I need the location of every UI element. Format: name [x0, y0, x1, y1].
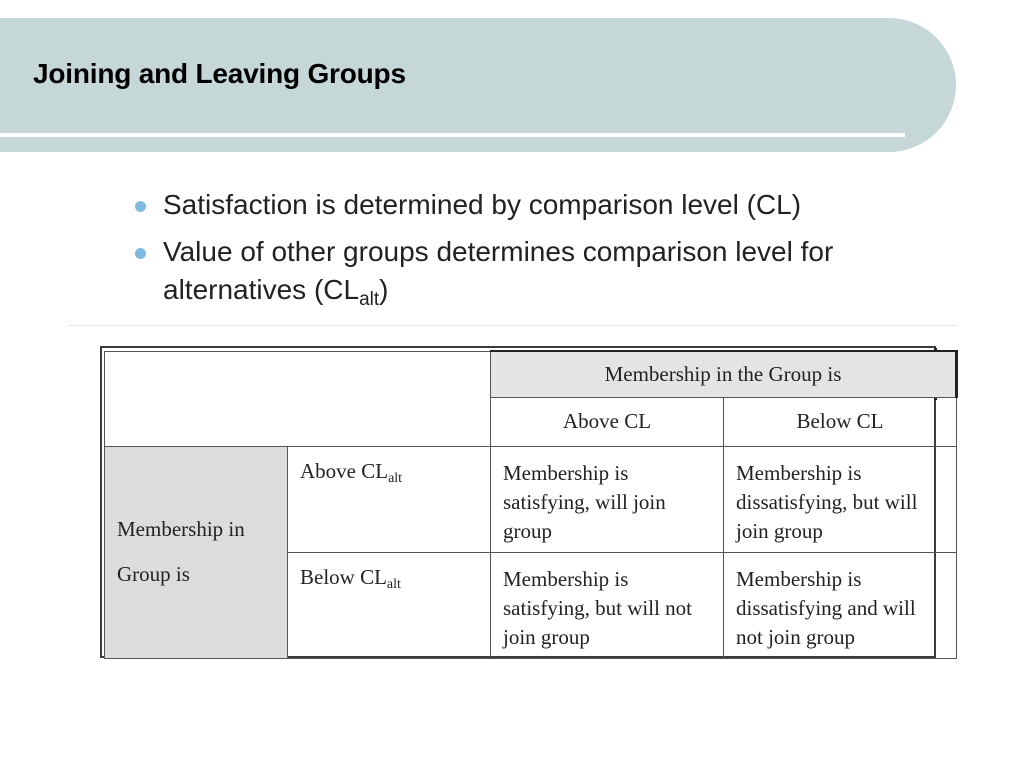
slide-title: Joining and Leaving Groups: [33, 58, 406, 89]
row-header-above-cl-alt: Above $CL_{alt}$: [288, 446, 491, 552]
bullet-text: Value of other groups determines comparison level for alternatives $(CL_{alt})$: [163, 236, 834, 310]
table-cell: Membership is satisfying, will join group: [491, 446, 724, 552]
alt-subscript: alt: [359, 289, 380, 310]
bullet-dot-icon: [135, 201, 146, 212]
row-group-header: Membership in Group is: [105, 446, 288, 658]
column-group-header: Membership in the Group is: [491, 351, 957, 398]
membership-table: [104, 350, 958, 659]
table-cell: Membership is satisfying, but will not join group: [491, 552, 724, 658]
title-underline: [0, 133, 905, 137]
table-row: [105, 446, 957, 552]
column-header-above-cl: Above CL: [491, 398, 724, 446]
bullet-item: [130, 186, 970, 224]
row-header-below-cl-alt: Below $CL_{alt}$: [288, 552, 491, 658]
divider: [68, 325, 958, 326]
bullet-dot-icon: [135, 248, 146, 259]
table-cell: Membership is dissatisfying, but will join group: [724, 446, 957, 552]
table-cell: Membership is dissatisfying and will not join group: [724, 552, 957, 658]
bullet-list: [130, 186, 970, 328]
column-header-below-cl: Below CL: [724, 398, 957, 446]
bullet-item: [130, 233, 970, 319]
table-corner-cell: [105, 351, 491, 446]
bullet-text: Satisfaction is determined by comparison level (CL): [163, 189, 802, 220]
